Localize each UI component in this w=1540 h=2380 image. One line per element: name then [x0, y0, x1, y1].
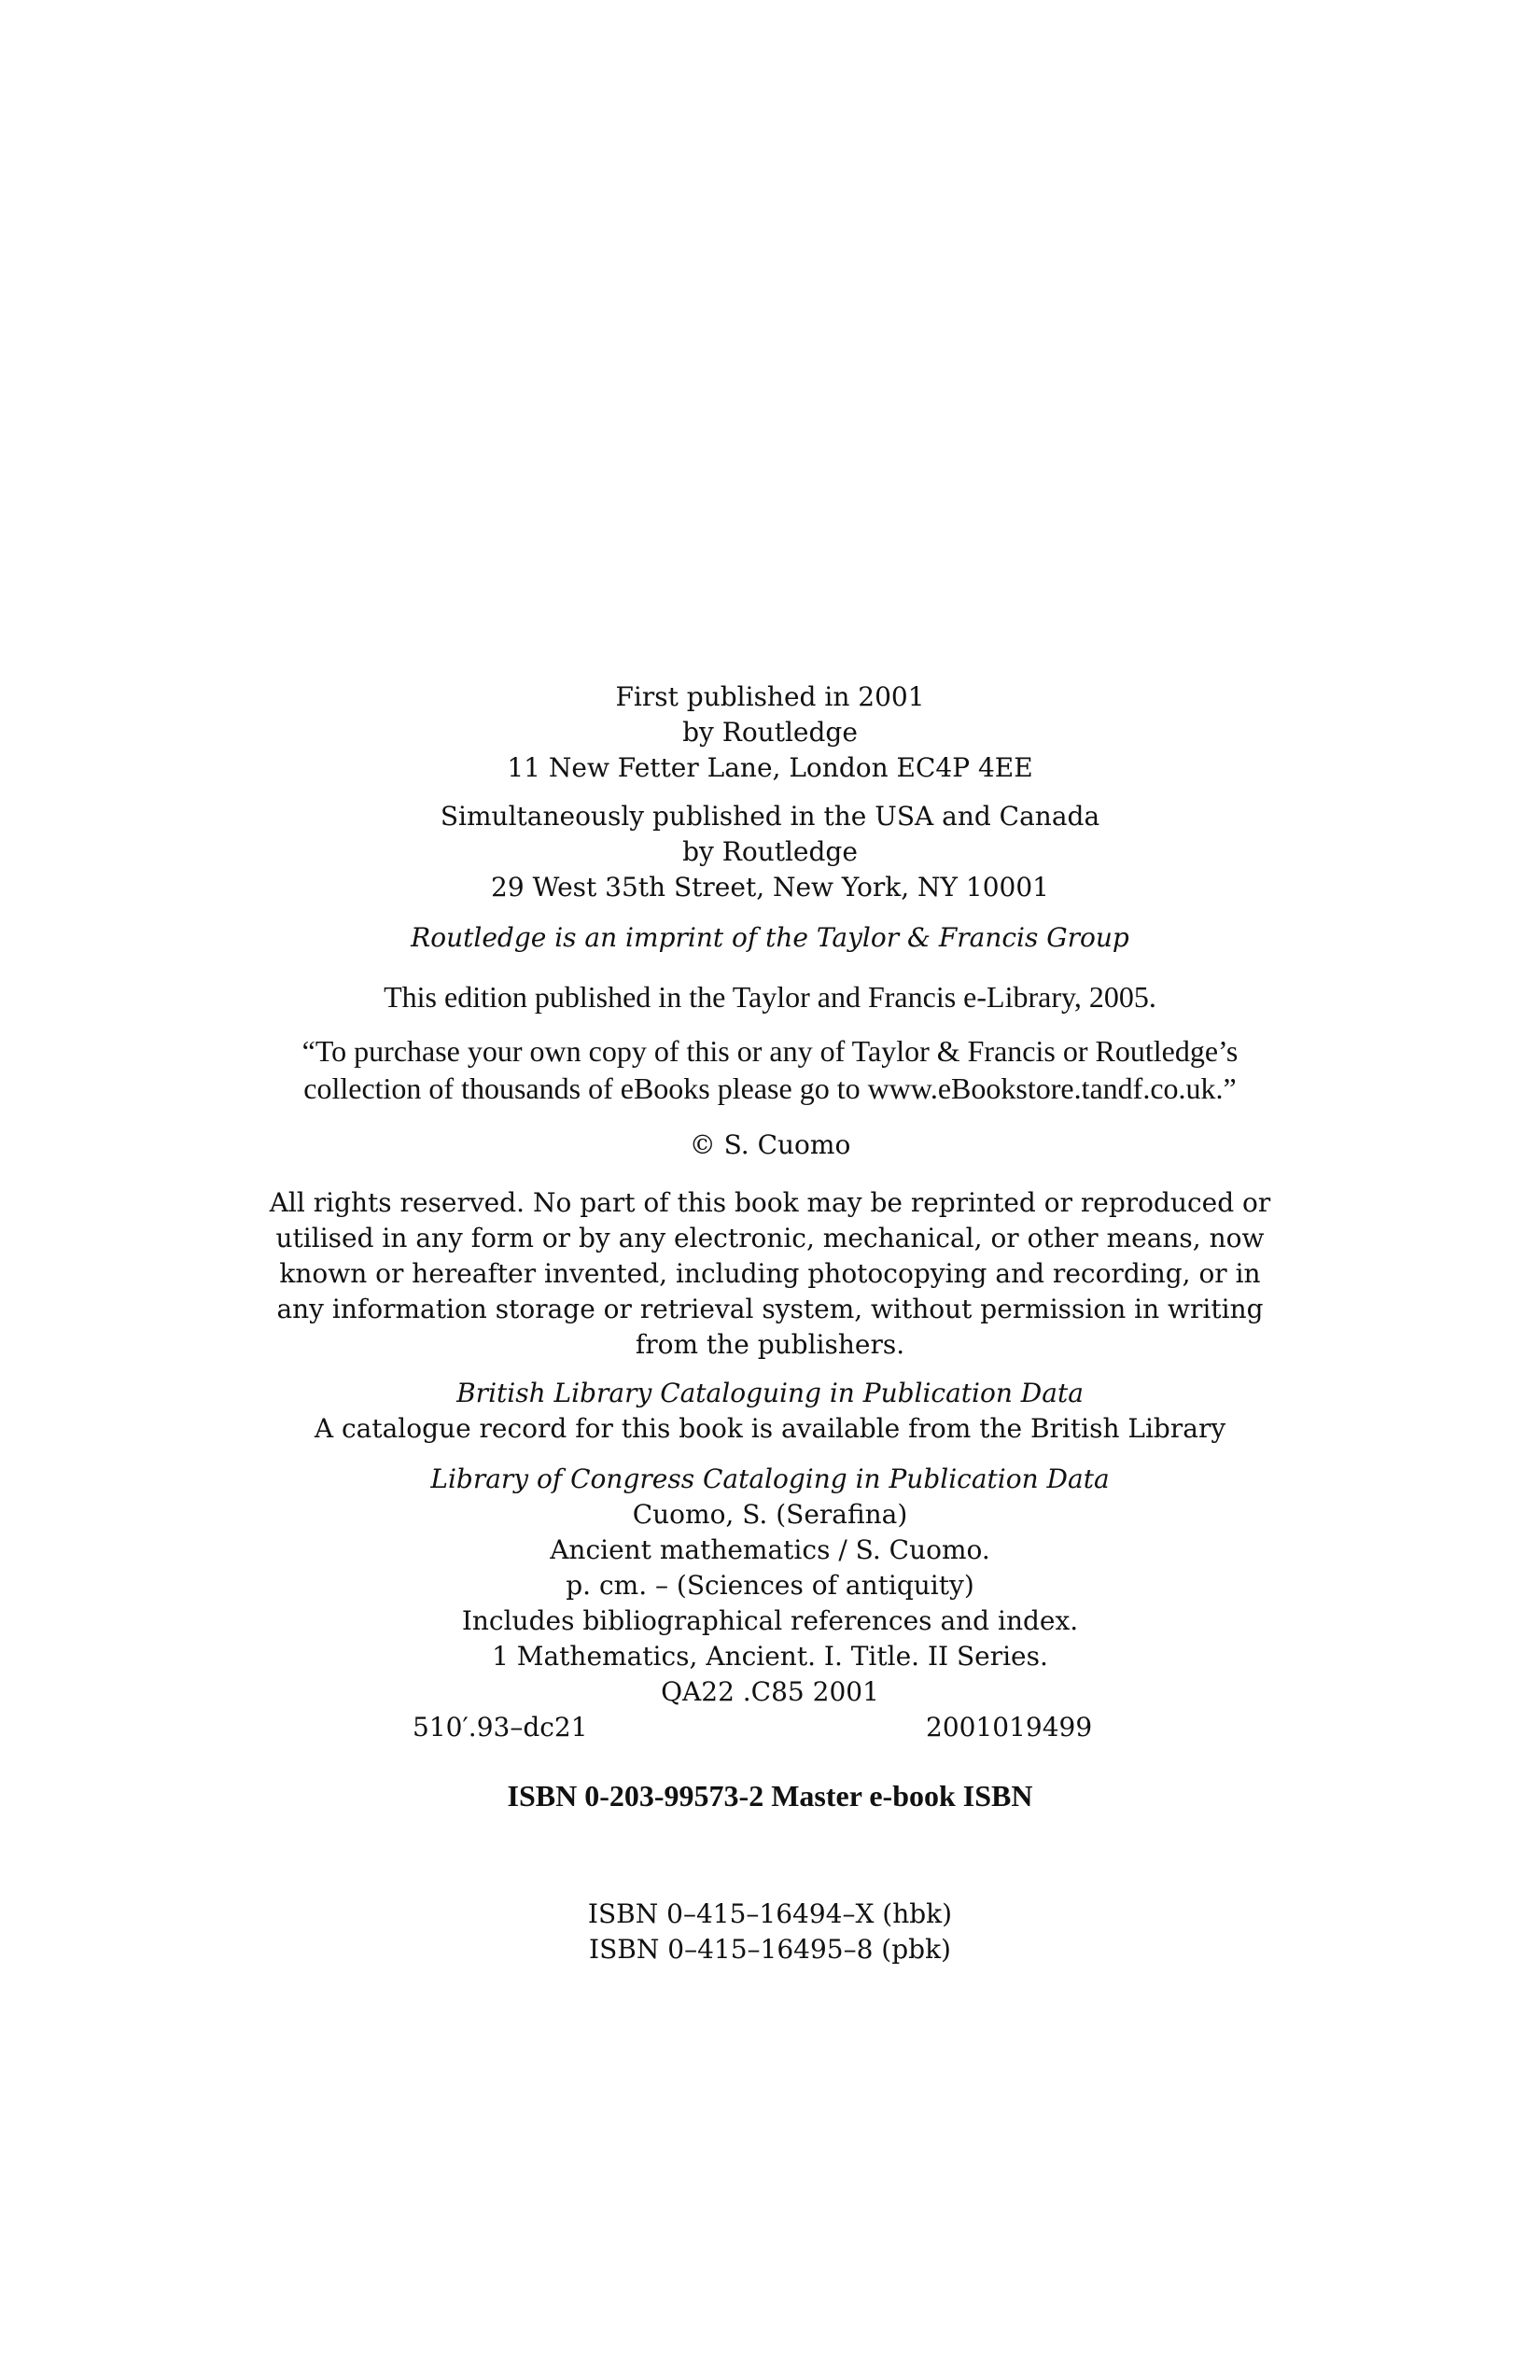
- usa-canada-block: [0, 799, 1540, 905]
- loc-call-number: QA22 .C85 2001: [661, 1676, 879, 1707]
- simultaneous-publication-line: Simultaneously published in the USA and Canada: [440, 801, 1100, 832]
- edition-statement: [0, 978, 1540, 1015]
- edition-line: This edition published in the Taylor and Francis e-Library, 2005.: [384, 980, 1156, 1014]
- publisher-name-usa: by Routledge: [682, 836, 858, 867]
- lccn-number: 2001019499: [926, 1712, 1093, 1743]
- dewey-number: 510′.93–dc21: [413, 1712, 588, 1743]
- rights-line-3: known or hereafter invented, including photocopying and recording, or in: [279, 1258, 1261, 1289]
- imprint-line: Routledge is an imprint of the Taylor & Francis Group: [411, 922, 1129, 953]
- publisher-address-new-york: 29 West 35th Street, New York, NY 10001: [491, 872, 1049, 903]
- rights-statement: [0, 1185, 1540, 1363]
- loc-series: p. cm. – (Sciences of antiquity): [566, 1570, 974, 1601]
- copyright-line: © S. Cuomo: [689, 1129, 851, 1160]
- library-of-congress-block: [0, 1462, 1540, 1710]
- isbn-paperback: ISBN 0–415–16495–8 (pbk): [589, 1934, 951, 1965]
- rights-line-5: from the publishers.: [635, 1329, 905, 1360]
- loc-heading: Library of Congress Cataloging in Publication Data: [430, 1463, 1110, 1494]
- loc-subjects: 1 Mathematics, Ancient. I. Title. II Series.: [492, 1641, 1048, 1672]
- classification-numbers: [0, 1710, 1540, 1745]
- publisher-name: by Routledge: [682, 717, 858, 748]
- master-isbn: [0, 1777, 1540, 1814]
- rights-line-2: utilised in any form or by any electronic, mechanical, or other means, now: [275, 1223, 1265, 1253]
- first-published-line: First published in 2001: [615, 681, 925, 712]
- isbn-block: [0, 1897, 1540, 1967]
- british-library-text: A catalogue record for this book is available from the British Library: [314, 1413, 1226, 1444]
- rights-line-4: any information storage or retrieval system, without permission in writing: [276, 1294, 1264, 1324]
- imprint-statement: [0, 920, 1540, 956]
- purchase-notice: [0, 1032, 1540, 1107]
- rights-line-1: All rights reserved. No part of this book may be reprinted or reproduced or: [269, 1187, 1271, 1218]
- isbn-hardback: ISBN 0–415–16494–X (hbk): [587, 1898, 953, 1929]
- master-isbn-line: ISBN 0-203-99573-2 Master e-book ISBN: [507, 1779, 1033, 1813]
- loc-author: Cuomo, S. (Serafina): [632, 1499, 908, 1530]
- loc-notes: Includes bibliographical references and index.: [461, 1605, 1079, 1636]
- copyright-notice: [0, 1127, 1540, 1163]
- loc-title: Ancient mathematics / S. Cuomo.: [550, 1534, 990, 1565]
- purchase-line-1: “To purchase your own copy of this or any of Taylor & Francis or Routledge’s: [301, 1034, 1239, 1068]
- british-library-heading: British Library Cataloguing in Publication Data: [456, 1378, 1084, 1408]
- publisher-address-london: 11 New Fetter Lane, London EC4P 4EE: [507, 752, 1033, 783]
- british-library-block: [0, 1376, 1540, 1447]
- first-published-block: [0, 679, 1540, 786]
- purchase-line-2: collection of thousands of eBooks please go to www.eBookstore.tandf.co.uk.”: [303, 1071, 1237, 1105]
